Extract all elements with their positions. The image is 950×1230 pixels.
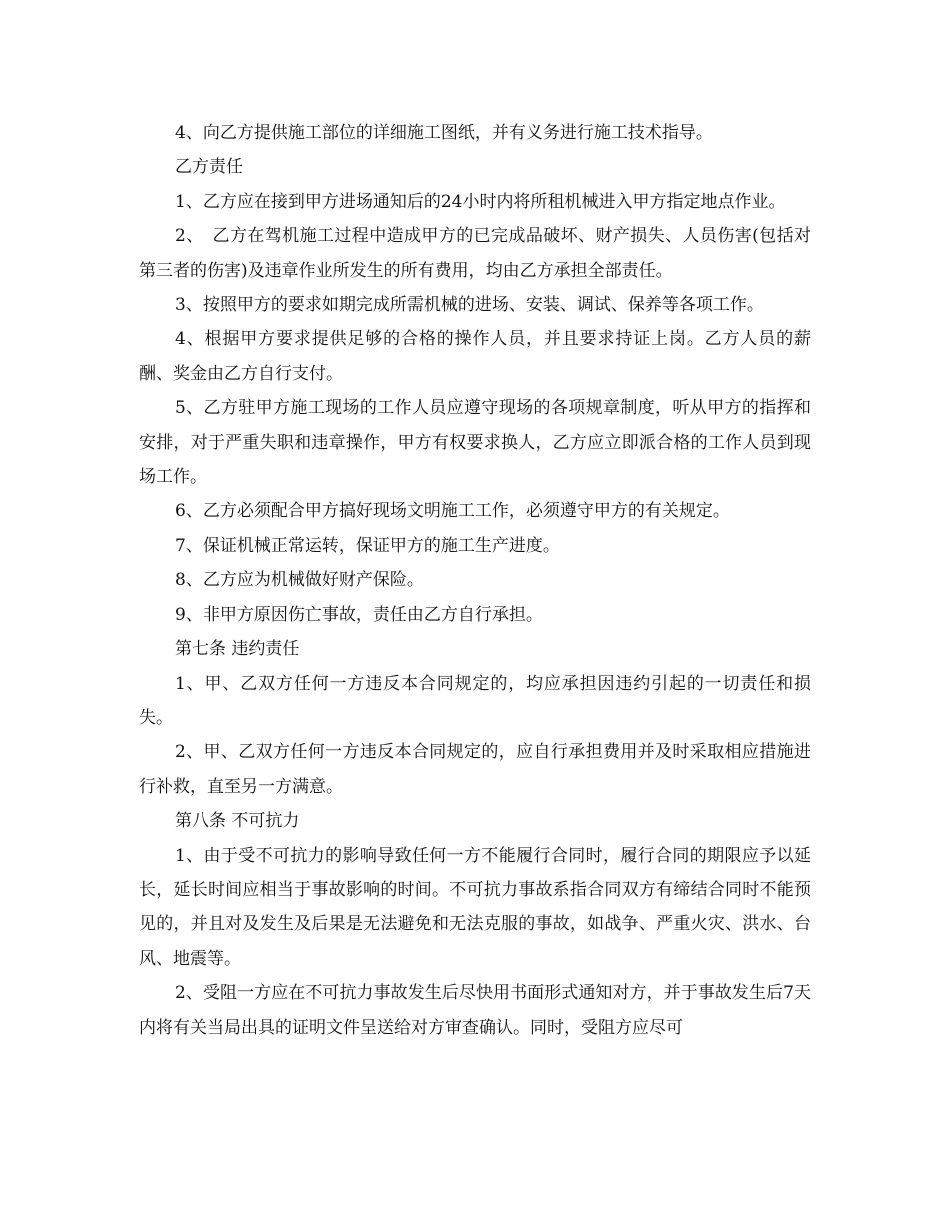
section-heading-party-b-duties: 乙方责任 <box>175 157 243 178</box>
paragraph-force-majeure-2: 2、受阻一方应在不可抗力事故发生后尽快用书面形式通知对方，并于事故发生后7天内将有关当局出具的证明文件呈送给对方审查确认。同时，受阻方应尽可 <box>139 983 811 1038</box>
paragraph-b-duty-6: 6、乙方必须配合甲方搞好现场文明施工工作，必须遵守甲方的有关规定。 <box>175 501 730 522</box>
section-heading-article-7: 第七条 违约责任 <box>175 639 300 660</box>
paragraph-b-duty-5: 5、乙方驻甲方施工现场的工作人员应遵守现场的各项规章制度，听从甲方的指挥和安排，对于严重失职和违章操作，甲方有权要求换人，乙方应立即派合格的工作人员到现场工作。 <box>139 398 811 488</box>
paragraph-b-duty-3: 3、按照甲方的要求如期完成所需机械的进场、安装、调试、保养等各项工作。 <box>175 295 764 316</box>
paragraph-duty-4: 4、向乙方提供施工部位的详细施工图纸，并有义务进行施工技术指导。 <box>175 123 713 143</box>
paragraph-b-duty-4: 4、根据甲方要求提供足够的合格的操作人员，并且要求持证上岗。乙方人员的薪酬、奖金由乙方自行支付。 <box>139 329 811 384</box>
section-heading-article-8: 第八条 不可抗力 <box>175 811 300 832</box>
document-body <box>139 116 811 1045</box>
paragraph-b-duty-9: 9、非甲方原因伤亡事故，责任由乙方自行承担。 <box>175 604 543 625</box>
paragraph-b-duty-2: 2、 乙方在驾机施工过程中造成甲方的已完成品破坏、财产损失、人员伤害(包括对第三者的伤害)及违章作业所发生的所有费用，均由乙方承担全部责任。 <box>139 226 811 281</box>
paragraph-force-majeure-1: 1、由于受不可抗力的影响导致任何一方不能履行合同时，履行合同的期限应予以延长，延长时间应相当于事故影响的时间。不可抗力事故系指合同双方有缔结合同时不能预见的，并且对及发生及后果是无法避免和无法克服的事故，如战争、严重火灾、洪水、台风、地震等。 <box>139 845 811 969</box>
paragraph-b-duty-7: 7、保证机械正常运转，保证甲方的施工生产进度。 <box>175 535 560 556</box>
paragraph-b-duty-1: 1、乙方应在接到甲方进场通知后的24小时内将所租机械进入甲方指定地点作业。 <box>175 191 786 212</box>
paragraph-b-duty-8: 8、乙方应为机械做好财产保险。 <box>175 570 424 591</box>
paragraph-breach-1: 1、甲、乙双方任何一方违反本合同规定的，均应承担因违约引起的一切责任和损失。 <box>139 673 811 728</box>
paragraph-breach-2: 2、甲、乙双方任何一方违反本合同规定的，应自行承担费用并及时采取相应措施进行补救，直至另一方满意。 <box>139 742 811 797</box>
